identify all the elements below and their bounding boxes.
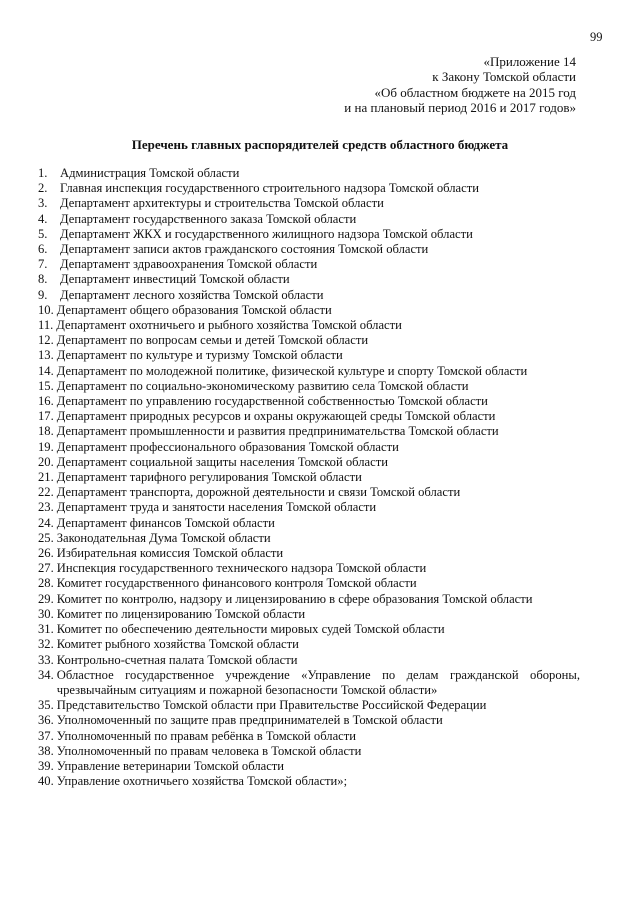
list-item (38, 364, 580, 379)
list-item-number: 7. (38, 257, 48, 272)
list-item-number: 8. (38, 272, 48, 287)
list-item-text: Областное государственное учреждение «Управление по делам гражданской обороны, чрезвычайным ситуациям и пожарной безопасности Томской области» (56, 667, 580, 697)
list-item-text: Законодательная Дума Томской области (56, 530, 271, 545)
list-item-text: Департамент тарифного регулирования Томской области (56, 470, 362, 485)
list-item (38, 318, 580, 333)
list-item-number: 2. (38, 181, 48, 196)
list-item-text: Уполномоченный по правам человека в Томской области (56, 743, 362, 758)
list-item-number: 4. (38, 211, 48, 226)
list-item-text: Департамент общего образования Томской области (56, 302, 332, 317)
list-item-number: 31. (38, 622, 54, 637)
list-item-number: 24. (38, 515, 54, 530)
list-item (38, 440, 580, 455)
list-item-text: Департамент профессионального образования Томской области (56, 439, 399, 454)
list-item (38, 181, 580, 196)
list-item-text: Департамент здравоохранения Томской области (60, 257, 318, 272)
list-item-number: 25. (38, 530, 54, 545)
list-item-text: Департамент по вопросам семьи и детей Томской области (56, 333, 369, 348)
list-item (38, 196, 580, 211)
list-item-number: 30. (38, 606, 54, 621)
list-item-text: Департамент труда и занятости населения Томской области (56, 500, 377, 515)
list-item-number: 22. (38, 485, 54, 500)
list-item-text: Департамент инвестиций Томской области (60, 272, 290, 287)
list-item-number: 13. (38, 348, 54, 363)
list-item-number: 38. (38, 743, 54, 758)
list-item-number: 32. (38, 637, 54, 652)
list-item-text: Уполномоченный по правам ребёнка в Томской области (56, 728, 357, 743)
list-item-number: 29. (38, 591, 54, 606)
list-item (38, 333, 580, 348)
list-item (38, 500, 580, 515)
appendix-line-3: «Об областном бюджете на 2015 год (374, 84, 576, 100)
document-title: Перечень главных распорядителей средств областного бюджета (131, 137, 509, 152)
list-item-number: 16. (38, 394, 54, 409)
list-item-number: 33. (38, 652, 54, 667)
list-item (38, 516, 580, 531)
list-item-number: 40. (38, 774, 54, 789)
list-item-text: Контрольно-счетная палата Томской области (56, 652, 298, 667)
list-item-text: Департамент охотничьего и рыбного хозяйства Томской области (56, 318, 402, 333)
list-item-number: 39. (38, 758, 54, 773)
list-item (38, 288, 580, 303)
list-item-text: Избирательная комиссия Томской области (56, 546, 284, 561)
list-item-number: 34. (38, 667, 54, 682)
appendix-header (344, 54, 576, 115)
list-item (38, 698, 580, 713)
list-item (38, 242, 580, 257)
list-item (38, 470, 580, 485)
page-number: 99 (590, 30, 603, 44)
list-item-number: 5. (38, 226, 48, 241)
list-item (38, 379, 580, 394)
list-item-number: 14. (38, 363, 54, 378)
list-item-text: Департамент по молодежной политике, физической культуре и спорту Томской области (56, 363, 528, 378)
list-item-number: 18. (38, 424, 54, 439)
list-item-number: 27. (38, 561, 54, 576)
list-item (38, 257, 580, 272)
list-item (38, 303, 580, 318)
list-item-text: Департамент записи актов гражданского состояния Томской области (60, 242, 429, 257)
list-item (38, 713, 580, 728)
list-item-text: Уполномоченный по защите прав предпринимателей в Томской области (56, 713, 443, 728)
list-item (38, 774, 580, 789)
list-item-text: Департамент ЖКХ и государственного жилищного надзора Томской области (60, 226, 473, 241)
list-item (38, 759, 580, 774)
list-item-number: 15. (38, 378, 54, 393)
list-item (38, 531, 580, 546)
list-item-number: 17. (38, 409, 54, 424)
list-item-number: 10. (38, 302, 54, 317)
list-item-text: Департамент лесного хозяйства Томской области (60, 287, 324, 302)
list-item-text: Департамент транспорта, дорожной деятельности и связи Томской области (56, 485, 461, 500)
distributors-list (38, 166, 580, 789)
list-item (38, 166, 580, 181)
list-item (38, 546, 580, 561)
list-item-text: Комитет по лицензированию Томской области (56, 606, 306, 621)
list-item (38, 729, 580, 744)
list-item-number: 37. (38, 728, 54, 743)
list-item (38, 409, 580, 424)
list-item-number: 36. (38, 713, 54, 728)
list-item (38, 485, 580, 500)
list-item-text: Управление ветеринарии Томской области (56, 758, 285, 773)
list-item-text: Комитет по контролю, надзору и лицензированию в сфере образования Томской области (56, 591, 533, 606)
list-item (38, 744, 580, 759)
list-item (38, 653, 580, 668)
list-item-number: 26. (38, 546, 54, 561)
list-item-number: 12. (38, 333, 54, 348)
list-item-number: 6. (38, 242, 48, 257)
list-item-text: Департамент архитектуры и строительства Томской области (60, 196, 384, 211)
list-item-text: Управление охотничьего хозяйства Томской области»; (56, 774, 348, 789)
list-item-number: 35. (38, 698, 54, 713)
list-item (38, 394, 580, 409)
list-item (38, 424, 580, 439)
list-item-text: Департамент социальной защиты населения Томской области (56, 454, 388, 469)
list-item-number: 1. (38, 166, 48, 180)
list-item-text: Департамент финансов Томской области (56, 515, 275, 530)
list-item-number: 28. (38, 576, 54, 591)
list-item-text: Департамент по управлению государственной собственностью Томской области (56, 394, 488, 409)
list-item (38, 348, 580, 363)
list-item (38, 622, 580, 637)
list-item-number: 9. (38, 287, 48, 302)
appendix-line-2: к Закону Томской области (432, 69, 576, 85)
list-item-text: Главная инспекция государственного строительного надзора Томской области (60, 181, 479, 196)
list-item-number: 20. (38, 454, 54, 469)
list-item (38, 227, 580, 242)
list-item (38, 561, 580, 576)
list-item (38, 592, 580, 607)
list-item-text: Комитет рыбного хозяйства Томской области (56, 637, 299, 652)
list-item-number: 11. (38, 318, 54, 333)
list-item-text: Департамент природных ресурсов и охраны окружающей среды Томской области (56, 409, 496, 424)
list-item (38, 576, 580, 591)
list-item (38, 455, 580, 470)
list-item-number: 23. (38, 500, 54, 515)
list-item-text: Департамент по социально-экономическому развитию села Томской области (56, 378, 469, 393)
list-item-number: 19. (38, 439, 54, 454)
appendix-line-1: «Приложение 14 (483, 54, 576, 69)
list-item-text: Департамент промышленности и развития предпринимательства Томской области (56, 424, 499, 439)
list-item (38, 668, 580, 698)
list-item-text: Администрация Томской области (60, 166, 240, 180)
list-item-text: Департамент государственного заказа Томской области (60, 211, 357, 226)
list-item-text: Комитет по обеспечению деятельности мировых судей Томской области (56, 622, 445, 637)
list-item (38, 212, 580, 227)
list-item (38, 607, 580, 622)
list-item (38, 272, 580, 287)
list-item-text: Комитет государственного финансового контроля Томской области (56, 576, 417, 591)
list-item-text: Представительство Томской области при Правительстве Российской Федерации (56, 698, 487, 713)
list-item-number: 3. (38, 196, 48, 211)
list-item-text: Департамент по культуре и туризму Томской области (56, 348, 343, 363)
list-item-text: Инспекция государственного технического надзора Томской области (56, 561, 427, 576)
list-item (38, 637, 580, 652)
list-item-number: 21. (38, 470, 54, 485)
appendix-line-4: и на плановый период 2016 и 2017 годов» (344, 99, 576, 115)
